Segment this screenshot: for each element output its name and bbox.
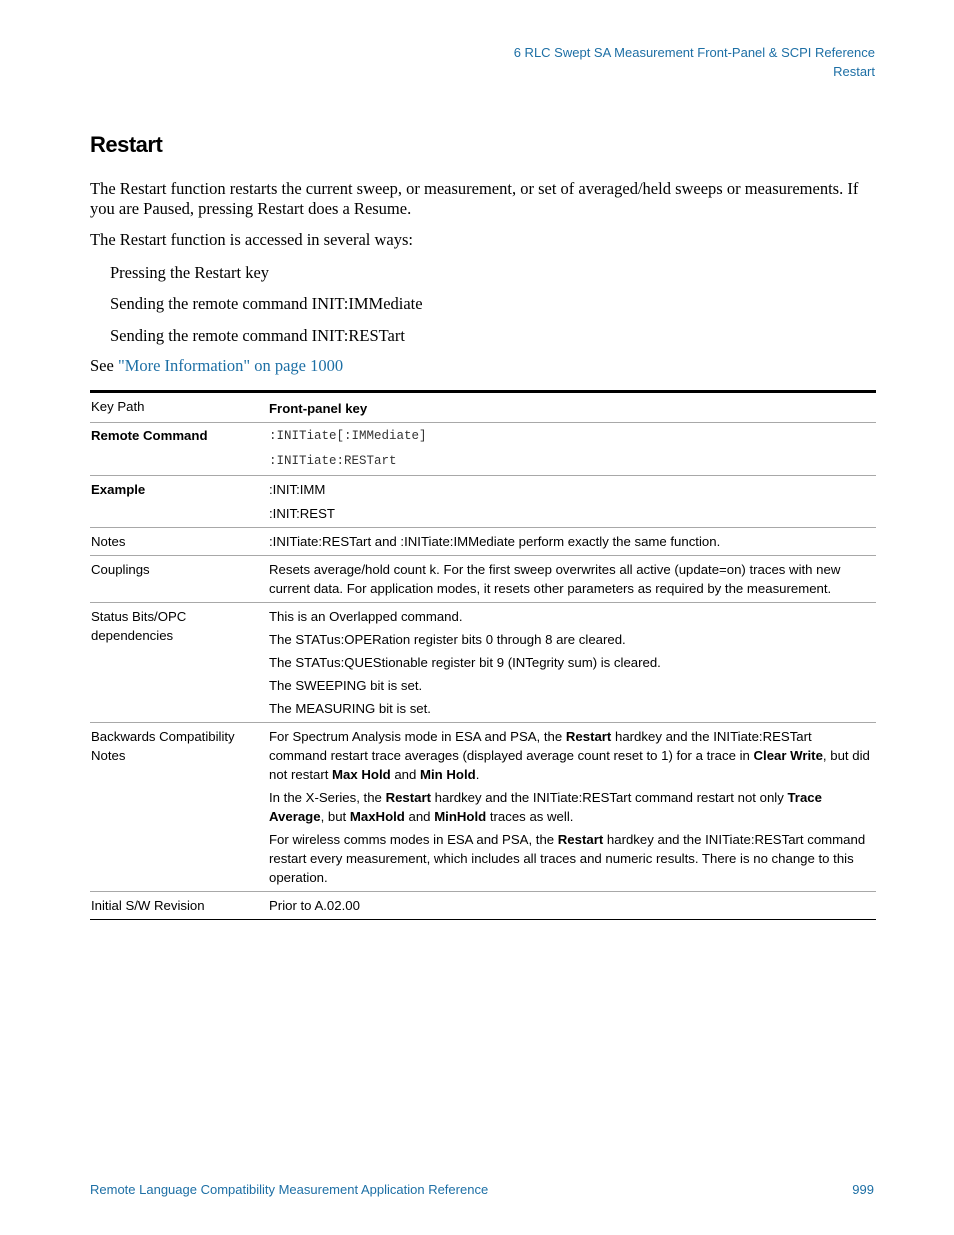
status-line-2: The STATus:OPERation register bits 0 through 8 are cleared. — [269, 632, 626, 647]
revision-label: Initial S/W Revision — [91, 898, 205, 913]
remote-command-1: :INITiate[:IMMediate] — [269, 429, 427, 443]
table-row — [90, 603, 876, 723]
couplings-label: Couplings — [91, 562, 150, 577]
table-row — [90, 556, 876, 603]
intro-paragraph: The Restart function restarts the current sweep, or measurement, or set of averaged/held sweeps or measurements. If you are Paused, pressing Restart does a Resume. — [90, 179, 859, 218]
see-also — [90, 356, 870, 376]
table-row — [90, 723, 876, 892]
more-information-link[interactable]: "More Information" on page 1000 — [117, 356, 344, 375]
compat-note-3: For wireless comms modes in ESA and PSA, the Restart hardkey and the INITiate:RESTart command restart every measurement, which includes all traces and numeric results. There is no change to this operation. — [269, 832, 866, 885]
key-path-value: Front-panel key — [269, 401, 368, 416]
example-label: Example — [91, 482, 146, 497]
table-row — [90, 423, 876, 476]
table-row — [90, 892, 876, 920]
access-intro: The Restart function is accessed in several ways: — [90, 230, 414, 249]
notes-label: Notes — [91, 534, 126, 549]
restart-properties-table — [90, 390, 876, 920]
table-row — [90, 392, 876, 423]
running-header-section: Restart — [833, 64, 875, 79]
compat-note-2: In the X-Series, the Restart hardkey and the INITiate:RESTart command restart not only Trace Average, but MaxHold and MinHold traces as well. — [269, 790, 822, 824]
see-prefix: See — [90, 356, 118, 375]
status-line-1: This is an Overlapped command. — [269, 609, 463, 624]
compat-notes-label: Backwards Compatibility Notes — [91, 729, 235, 763]
access-way-2: Sending the remote command INIT:IMMediate — [110, 294, 423, 313]
remote-command-label: Remote Command — [91, 428, 208, 443]
footer-doc-title: Remote Language Compatibility Measurement Application Reference — [90, 1182, 489, 1197]
status-line-5: The MEASURING bit is set. — [269, 701, 431, 716]
page-title: Restart — [90, 132, 163, 157]
notes-value: :INITiate:RESTart and :INITiate:IMMediate perform exactly the same function. — [269, 534, 721, 549]
example-1: :INIT:IMM — [269, 482, 326, 497]
remote-command-2: :INITiate:RESTart — [269, 454, 397, 468]
running-header-chapter: 6 RLC Swept SA Measurement Front-Panel & SCPI Reference — [513, 45, 875, 60]
table-row — [90, 528, 876, 556]
access-way-1: Pressing the Restart key — [110, 263, 270, 282]
status-bits-label: Status Bits/OPC dependencies — [91, 609, 187, 643]
status-line-3: The STATus:QUEStionable register bit 9 (INTegrity sum) is cleared. — [269, 655, 661, 670]
compat-note-1: For Spectrum Analysis mode in ESA and PSA, the Restart hardkey and the INITiate:RESTart command restart trace averages (displayed average count reset to 1) for a trace in Clear Write, but did not restart Max Hold and Min Hold. — [269, 729, 870, 782]
example-2: :INIT:REST — [269, 506, 335, 521]
table-row — [90, 476, 876, 528]
access-way-3: Sending the remote command INIT:RESTart — [110, 326, 405, 345]
footer-page-number: 999 — [852, 1182, 874, 1197]
key-path-label: Key Path — [91, 399, 145, 414]
couplings-value: Resets average/hold count k. For the first sweep overwrites all active (update=on) traces with new current data. For application modes, it resets other parameters as required by the measurement. — [269, 562, 841, 596]
revision-value: Prior to A.02.00 — [269, 898, 360, 913]
status-line-4: The SWEEPING bit is set. — [269, 678, 423, 693]
